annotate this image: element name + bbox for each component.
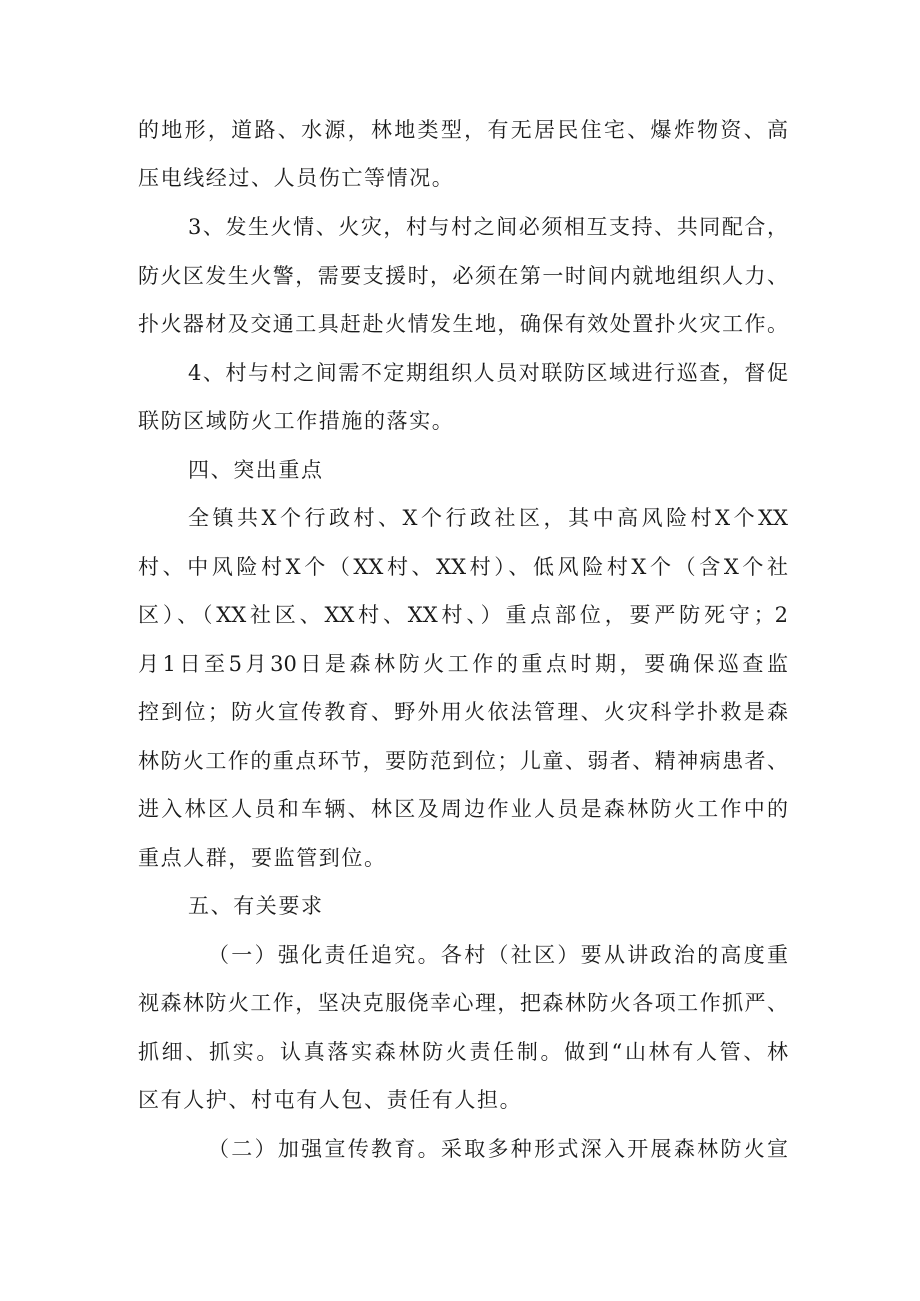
body-text-line: 抓细、抓实。认真落实森林防火责任制。做到“山林有人管、林 [138,1040,788,1064]
body-text-line: （一）强化责任追究。各村（社区）要从讲政治的高度重 [208,943,788,967]
section-heading: 五、有关要求 [188,894,324,918]
body-text-line: 进入林区人员和车辆、林区及周边作业人员是森林防火工作中的 [138,797,788,821]
body-text-line: 防火区发生火警，需要支援时，必须在第一时间内就地组织人力、 [138,264,788,288]
body-text-line: 重点人群，要监管到位。 [138,846,387,870]
body-text-line: 3、发生火情、火灾，村与村之间必须相互支持、共同配合， [188,215,788,239]
body-text-line: 村、中风险村X个（XX村、XX村）、低风险村X个（含X个社 [138,555,788,579]
body-text-line: 视森林防火工作，坚决克服侥幸心理，把森林防火各项工作抓严、 [138,991,788,1015]
body-text-line: 扑火器材及交通工具赶赴火情发生地，确保有效处置扑火灾工作。 [138,312,788,336]
body-text-line: 林防火工作的重点环节，要防范到位；儿童、弱者、精神病患者、 [138,749,788,773]
body-text-line: 控到位；防火宣传教育、野外用火依法管理、火灾科学扑救是森 [138,700,788,724]
body-text-line: （二）加强宣传教育。采取多种形式深入开展森林防火宣 [208,1137,788,1161]
body-text-line: 4、村与村之间需不定期组织人员对联防区域进行巡查，督促 [188,361,788,385]
body-text-line: 全镇共X个行政村、X个行政社区，其中高风险村X个XX [188,506,788,530]
body-text-line: 联防区域防火工作措施的落实。 [138,409,455,433]
section-heading: 四、突出重点 [188,458,324,482]
body-text-line: 区）、（XX社区、XX村、XX村、）重点部位，要严防死守；2 [138,603,788,627]
body-text-line: 的地形，道路、水源，林地类型，有无居民住宅、爆炸物资、高 [138,118,788,142]
body-text-line: 压电线经过、人员伤亡等情况。 [138,166,455,190]
body-text-line: 月1日至5月30日是森林防火工作的重点时期，要确保巡查监 [138,652,788,676]
body-text-line: 区有人护、村屯有人包、责任有人担。 [138,1088,523,1112]
